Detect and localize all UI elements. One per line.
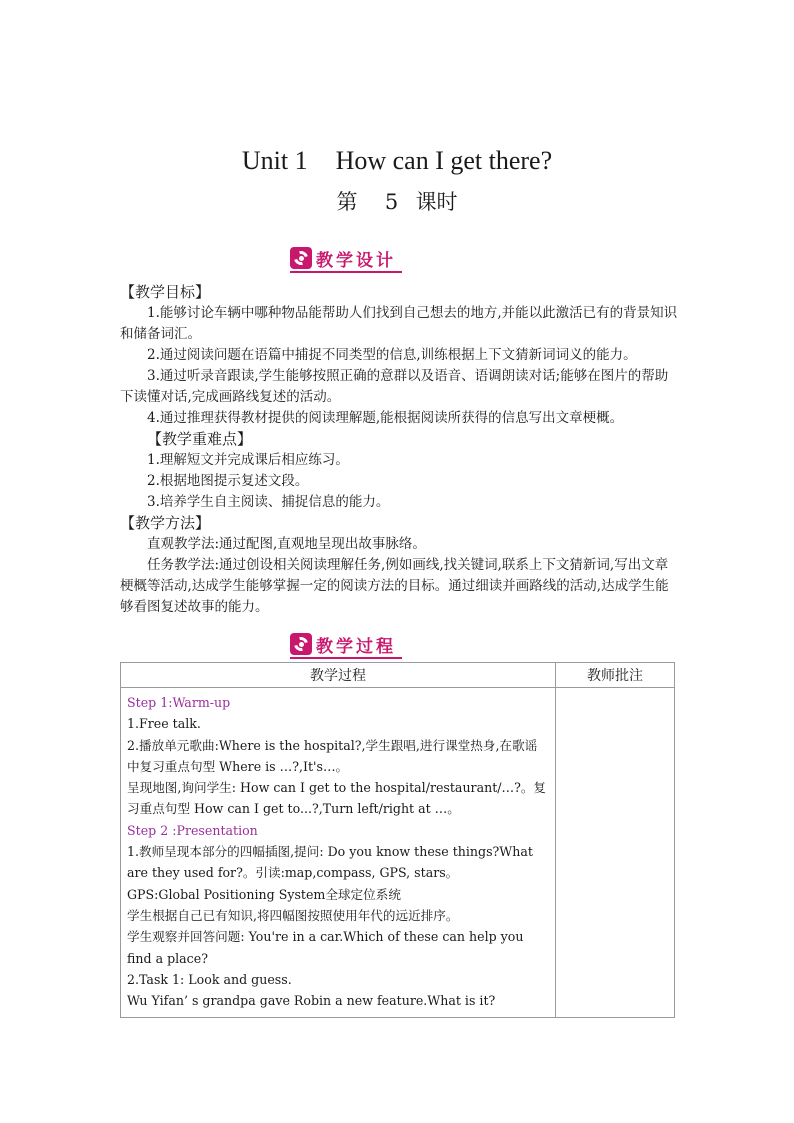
- notes-column-header: 教师批注: [556, 663, 675, 688]
- step1-title: Step 1:Warm-up: [127, 695, 231, 710]
- section-logo-icon: [290, 247, 312, 269]
- page-title: [0, 146, 794, 176]
- step2-title: Step 2 :Presentation: [127, 822, 258, 838]
- step2-line: Wu Yifan’ s grandpa gave Robin a new feature.What is it?: [127, 993, 496, 1009]
- key-point-item: 1.理解短文并完成课后相应练习。: [147, 452, 349, 468]
- banner-underline: [290, 657, 402, 659]
- lesson-subtitle: [0, 186, 794, 216]
- step2-line: 1.教师呈现本部分的四幅插图,提问: Do you know these things?What are they used for?。引读:map,compass, GPS, stars。: [127, 844, 533, 881]
- step1-line: 1.Free talk.: [127, 716, 201, 732]
- title-unit: Unit 1: [241, 146, 308, 175]
- key-point-item: 3.培养学生自主阅读、捕捉信息的能力。: [147, 494, 390, 510]
- step1-line: 呈现地图,询问学生: How can I get to the hospital/restaurant/…?。复习重点句型 How can I get to...?,Turn left/right at …。: [127, 780, 547, 817]
- banner-underline: [290, 271, 402, 273]
- teaching-design-banner: [290, 246, 396, 270]
- step2-line: 学生观察并回答问题: You're in a car.Which of these can help you find a place?: [127, 929, 524, 966]
- step1-line: 2.播放单元歌曲:Where is the hospital?,学生跟唱,进行课堂热身,在歌谣中复习重点句型 Where is …?,It's…。: [127, 737, 538, 774]
- title-question: How can I get there?: [335, 146, 553, 175]
- process-cell: [121, 688, 556, 1018]
- objective-item: 3.通过听录音跟读,学生能够按照正确的意群以及语音、语调朗读对话;能够在图片的帮助下读懂对话,完成画路线复述的活动。: [120, 368, 669, 405]
- objective-item: 1.能够讨论车辆中哪种物品能帮助人们找到自己想去的地方,并能以此激活已有的背景知识和储备词汇。: [120, 305, 678, 342]
- key-point-item: 2.根据地图提示复述文段。: [147, 473, 309, 489]
- notes-cell: [556, 688, 675, 1018]
- key-points-heading: 【教学重难点】: [147, 430, 253, 448]
- process-table: [120, 662, 675, 1018]
- lesson-suffix: 课时: [415, 190, 458, 214]
- objectives-heading: 【教学目标】: [120, 283, 211, 301]
- objective-item: 4.通过推理获得教材提供的阅读理解题,能根据阅读所获得的信息写出文章梗概。: [147, 410, 624, 426]
- method-item: 任务教学法:通过创设相关阅读理解任务,例如画线,找关键词,联系上下文猜新词,写出文章梗概等活动,达成学生能够掌握一定的阅读方法的目标。通过细读并画路线的活动,达成学生能够看图复述故事的能力。: [120, 557, 669, 615]
- teaching-process-label: 教学过程: [316, 636, 396, 657]
- method-item: 直观教学法:通过配图,直观地呈现出故事脉络。: [147, 536, 426, 552]
- step2-line: GPS:Global Positioning System全球定位系统: [127, 886, 401, 902]
- teaching-process-banner: [290, 632, 396, 656]
- teaching-design-label: 教学设计: [316, 250, 396, 271]
- lesson-prefix: 第: [336, 190, 358, 214]
- objective-item: 2.通过阅读问题在语篇中捕捉不同类型的信息,训练根据上下文猜新词词义的能力。: [147, 347, 637, 363]
- step2-line: 2.Task 1: Look and guess.: [127, 971, 292, 987]
- section-logo-icon: [290, 633, 312, 655]
- process-column-header: 教学过程: [121, 663, 556, 688]
- methods-heading: 【教学方法】: [120, 514, 211, 532]
- step2-line: 学生根据自己已有知识,将四幅图按照使用年代的远近排序。: [127, 907, 459, 923]
- lesson-number: 5: [384, 190, 399, 214]
- teaching-design-section: [120, 282, 680, 618]
